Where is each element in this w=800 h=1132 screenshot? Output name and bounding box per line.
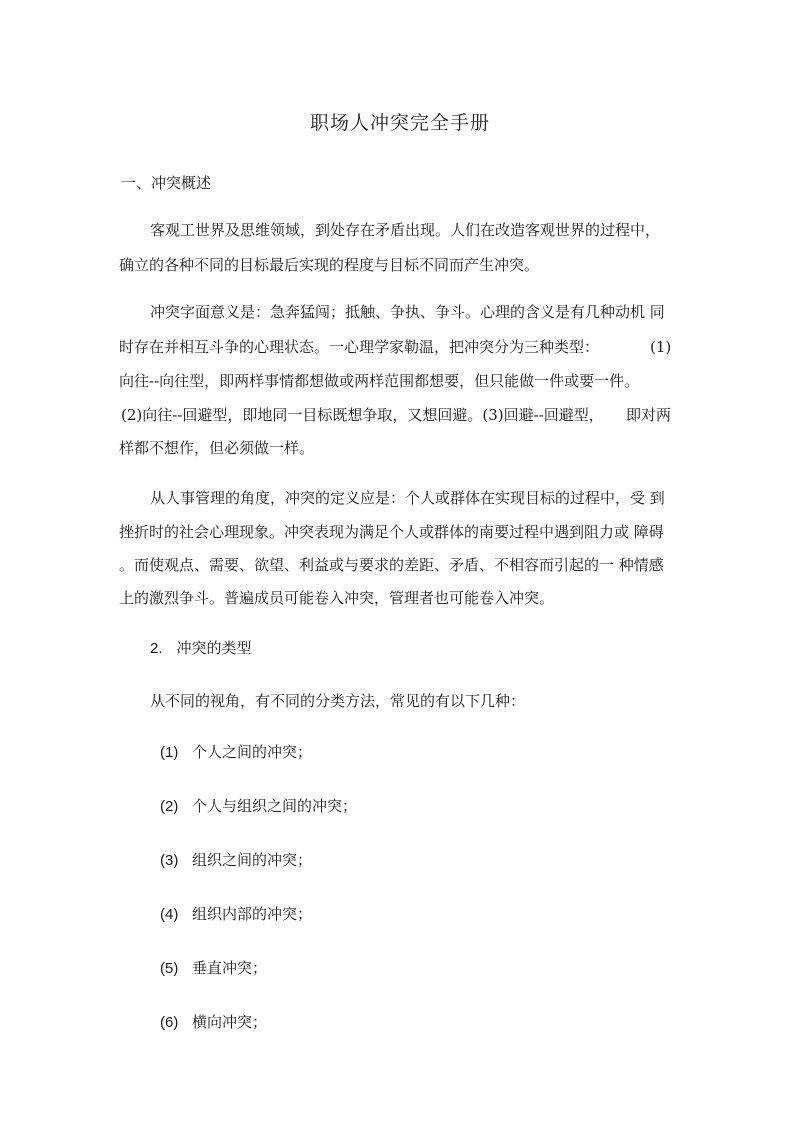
list-text: 组织内部的冲突； — [192, 905, 313, 923]
section-heading: 一、冲突概述 — [121, 174, 212, 192]
paragraph-line: 时存在并相互斗争的心理状态。一心理学家勒温，把冲突分为三种类型： — [119, 338, 600, 356]
paragraph-line: 即对两 — [626, 406, 672, 424]
section-label: 冲突的类型 — [176, 639, 252, 657]
list-number: (3) — [160, 852, 179, 869]
section-heading — [150, 638, 252, 659]
paragraph-line: 从人事管理的角度，冲突的定义应是：个人或群体在实现目标的过程中，受 到 — [150, 489, 665, 507]
paragraph-line: 向往--向往型，即两样事情都想做或两样范围都想要，但只能做一件或要一件。 — [119, 372, 640, 390]
paragraph-line: 。而使观点、需要、欲望、利益或与要求的差距、矛盾、不相容而引起的一 种情感 — [119, 556, 664, 574]
paragraph-line: 客观工世界及思维领域，到处存在矛盾出现。人们在改造客观世界的过程中， — [150, 221, 661, 239]
paragraph-line: (2)向往--回避型，即地同一目标既想争取，又想回避。(3)回避--回避型， — [121, 406, 604, 424]
paragraph-line: 上的激烈争斗。普遍成员可能卷入冲突，管理者也可能卷入冲突。 — [119, 589, 555, 607]
paragraph-line: 冲突字面意义是：急奔猛闯；抵触、争执、争斗。心理的含义是有几种动机 同 — [150, 303, 665, 321]
paragraph-line: (1) — [650, 338, 672, 356]
list-item — [160, 903, 312, 924]
list-item — [160, 849, 312, 870]
list-text: 组织之间的冲突； — [192, 851, 313, 869]
page-title: 职场人冲突完全手册 — [309, 112, 490, 134]
list-item — [160, 957, 267, 978]
section-number: 2. — [150, 640, 163, 657]
list-text: 个人之间的冲突； — [192, 743, 313, 761]
list-item — [160, 795, 357, 816]
list-number: (1) — [160, 744, 179, 761]
list-number: (6) — [160, 1014, 179, 1031]
list-text: 横向冲突； — [192, 1013, 268, 1031]
list-text: 垂直冲突； — [192, 959, 268, 977]
list-number: (4) — [160, 906, 179, 923]
intro-line: 从不同的视角，有不同的分类方法，常见的有以下几种： — [150, 692, 526, 710]
list-item — [160, 741, 312, 762]
paragraph-line: 挫折时的社会心理现象。冲突表现为满足个人或群体的南要过程中遇到阻力或 障碍 — [119, 523, 664, 541]
list-number: (5) — [160, 960, 179, 977]
list-number: (2) — [160, 798, 179, 815]
paragraph-line: 确立的各种不同的目标最后实现的程度与目标不同而产生冲突。 — [119, 256, 540, 274]
list-item — [160, 1011, 267, 1032]
list-text: 个人与组织之间的冲突； — [192, 797, 358, 815]
paragraph-line: 样都不想作，但必须做一样。 — [119, 439, 315, 457]
